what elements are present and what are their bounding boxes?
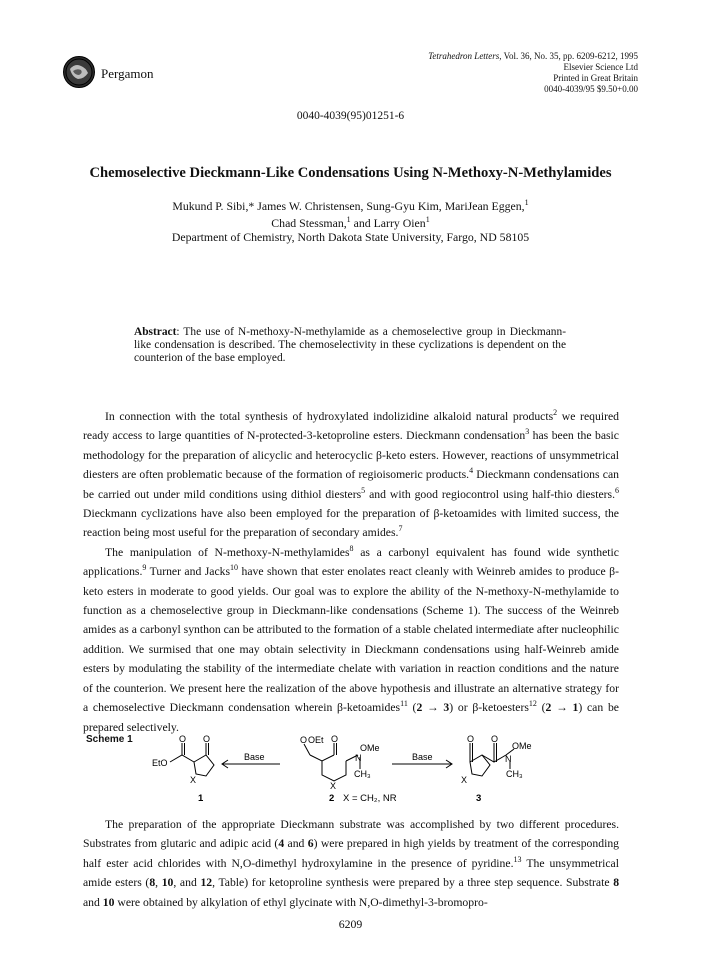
journal-info [428, 51, 638, 95]
backbone-2 [322, 761, 346, 781]
compound-3-label: 3 [476, 793, 482, 804]
body-text-bottom [83, 815, 619, 912]
body-text-top [83, 407, 619, 737]
abstract-label: Abstract [134, 326, 177, 338]
ring-1 [194, 755, 214, 776]
eto-label: EtO [152, 758, 168, 768]
ester-chain-1 [170, 755, 194, 762]
compound-2-label: 2 [329, 793, 335, 804]
base-label-right: Base [412, 752, 433, 762]
page-number: 6209 [338, 917, 363, 931]
x-label-1: X [190, 775, 197, 785]
publisher-name: Pergamon [101, 66, 154, 81]
paragraph-1: In connection with the total synthesis of hydroxylated indolizidine alkaloid natural products$^2$ we required ready access to large quantities of N-protected-3-ketoproline esters. Dieckmann condensation$^3$ has been the basic methodology for the preparation of alicyclic and heterocyclic β-keto esters. However, reactions of unsymmetrical diesters are often problematic because of the formation of regioisomeric products.$^4$ Dieckmann condensations can be carried out under mild conditions using dithiol diesters$^5$ and with good regiocontrol using half-thio diesters.$^6$ Dieckmann cyclizations have also been employed for the preparation of β-ketoamides with limited success, the reaction being most useful for the preparation of secondary amides.$^7$ [83, 408, 620, 540]
printer-line: Elsevier Science Ltd [563, 62, 638, 72]
price-code: 0040-4039/95 $9.50+0.00 [544, 84, 638, 94]
compound-2-condition: X = CH₂, NR [343, 793, 397, 804]
o-label-1: O [179, 735, 187, 744]
o-label-6: O [491, 735, 499, 744]
paragraph-3: The preparation of the appropriate Dieckmann substrate was accomplished by two different procedures. Substrates from glutaric and adipic acid (4 and 6) were prepared in high yields by treatment of the corresponding half ester acid chlorides with N,O-dimethyl hydroxylamine in the presence of pyridine.$^{13}$ The unsymmetrical amide esters (8, 10, and 12, Table) for ketoproline synthesis were prepared by a three step sequence. Substrate 8 and 10 were obtained by alkylation of ethyl glycinate with N,O-dimethyl-3-bromopro- [83, 818, 620, 909]
paper-title: Chemoselective Dieckmann-Like Condensations Using N-Methoxy-N-Methylamides [89, 165, 612, 181]
scheme-label: Scheme 1 [86, 734, 133, 745]
journal-citation: Tetrahedron Letters, Vol. 36, No. 35, pp. 6209-6212, 1995 [428, 51, 638, 61]
chain-2 [310, 755, 334, 761]
o-label-3: O [300, 735, 308, 745]
ome-label-mid: OMe [360, 743, 380, 753]
globe-icon [64, 57, 94, 87]
affiliation: Department of Chemistry, North Dakota State University, Fargo, ND 58105 [171, 229, 530, 244]
n-label-right: N [505, 754, 512, 764]
paragraph-2: The manipulation of N-methoxy-N-methylamides$^8$ as a carbonyl equivalent has found wide synthetic applications.$^9$ Turner and Jacks$^{10}$ have shown that ester enolates react cleanly with Weinreb amides to produce β-keto esters in moderate to good yields. Our goal was to explore the ability of the N-methoxy-N-methylamide to function as a chemoselective group in Dieckmann-like condensations (Scheme 1). The success of the Weinreb amides as a carbonyl synthon can be attributed to the formation of a stable chelated intermediate after nucleophilic addition. We surmised that one may obtain selectivity in Dieckmann condensations using half-Weinreb amide esters by modulating the stability of the intermediate chelate with variation in reaction conditions and the nature of the counterion. We present here the realization of the above hypothesis and illustrate an alternative strategy for a chemoselective Dieckmann condensation wherein β-ketoamides$^{11}$ (2 → 3) or β-ketoesters$^{12}$ (2 → 1) can be prepared selectively. [83, 543, 619, 734]
ch3-label-mid: CH₃ [354, 769, 371, 779]
abstract: Abstract: The use of N-methoxy-N-methylamide as a chemoselective group in Dieckmann-like condensation is described. The chemoselectivity in these cyclizations is dependent on the counterion of the base employed. [134, 326, 566, 364]
o-label-5: O [467, 735, 475, 744]
x-label-mid: X [330, 781, 337, 791]
author-line-2: Chad Stessman,$^1$ and Larry Oien$^1$ [271, 214, 430, 230]
pergamon-logo [63, 56, 95, 88]
base-label-left: Base [244, 752, 265, 762]
n-label-mid: N [355, 753, 362, 763]
o-label-2: O [203, 735, 211, 744]
compound-1-label: 1 [198, 793, 204, 804]
ch3-label-right: CH₃ [506, 769, 523, 779]
x-label-3: X [461, 775, 468, 785]
ome-label-right: OMe [512, 741, 532, 751]
printed-line: Printed in Great Britain [553, 73, 638, 83]
oet-label: OEt [308, 735, 324, 745]
scheme-1-diagram [140, 735, 570, 805]
author-block [0, 196, 701, 244]
doi-code: 0040-4039(95)01251-6 [296, 110, 405, 122]
o-label-4: O [331, 735, 339, 744]
author-line-1: Mukund P. Sibi,* James W. Christensen, Sung-Gyu Kim, MariJean Eggen,$^1$ [172, 198, 529, 213]
